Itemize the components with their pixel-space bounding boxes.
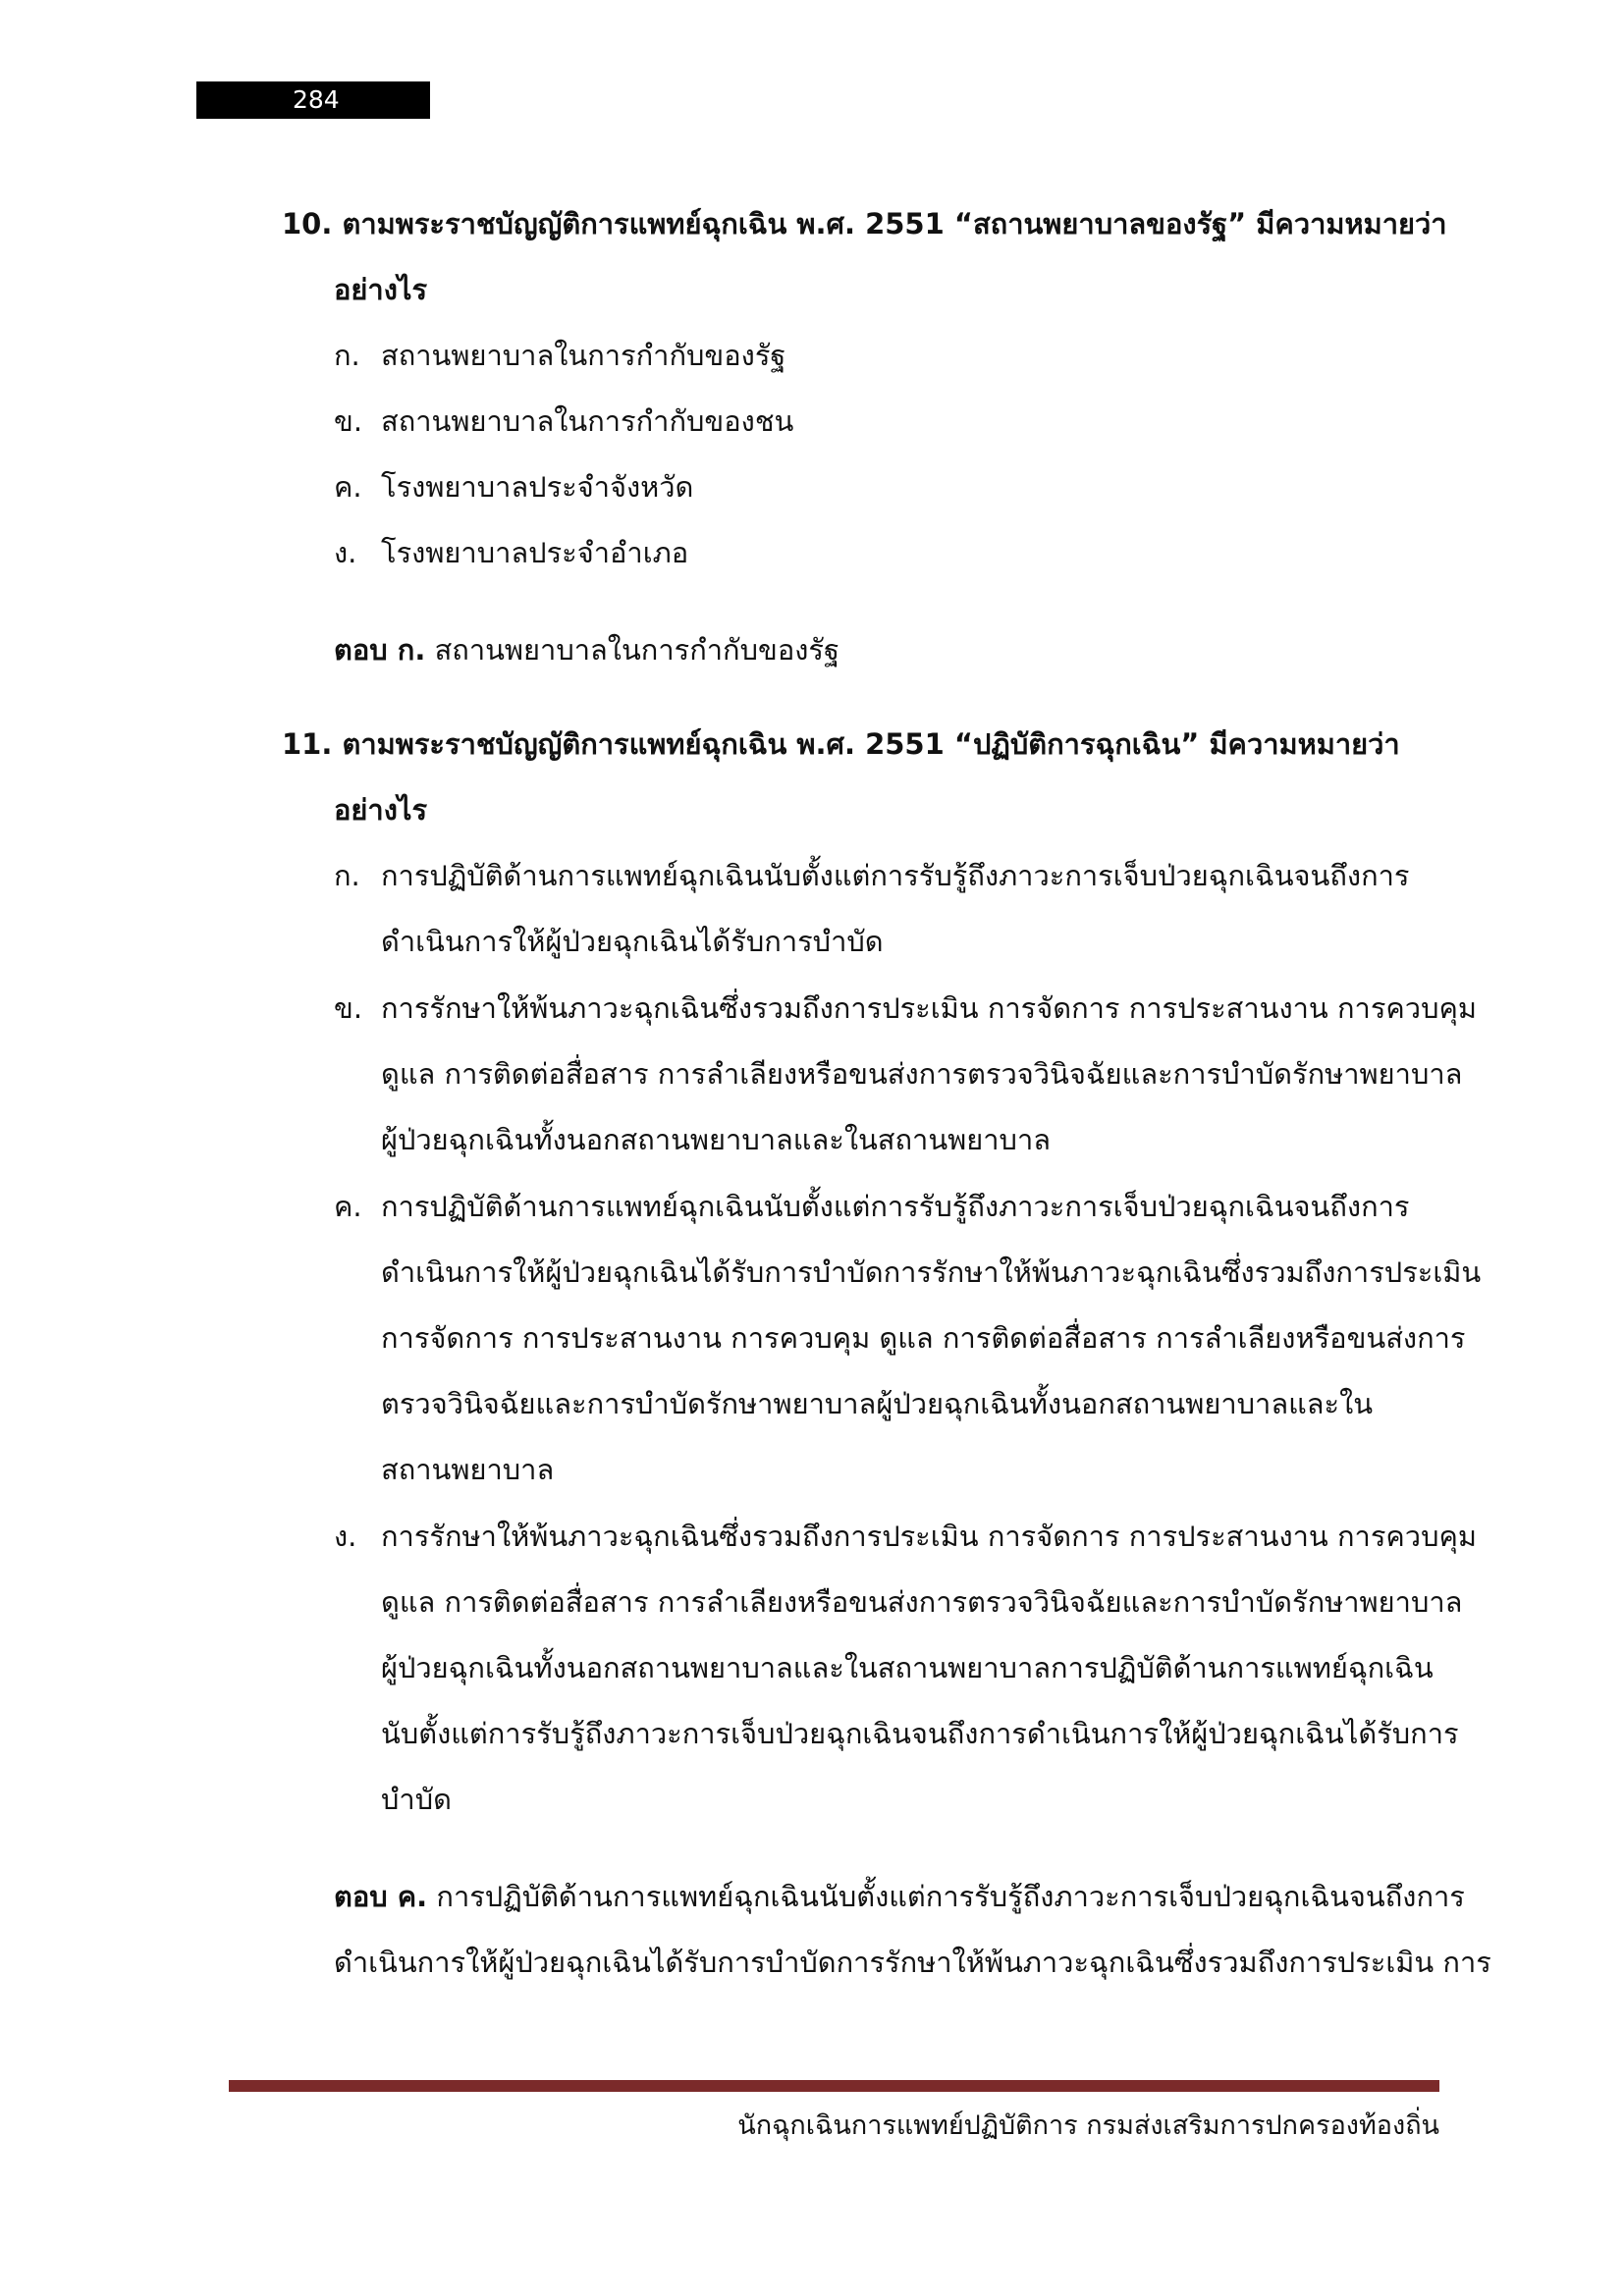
q10-option-d-letter: ง. xyxy=(334,536,357,569)
footer-rule xyxy=(229,2080,1439,2092)
question-11-number: 11. xyxy=(282,727,333,761)
q10-option-a-text: สถานพยาบาลในการกำกับของรัฐ xyxy=(381,339,786,372)
q11-answer-text-1: การปฏิบัติด้านการแพทย์ฉุกเฉินนับตั้งแต่การรับรู้ถึงภาวะการเจ็บป่วยฉุกเฉินจนถึงการ xyxy=(436,1880,1465,1913)
q10-option-d-text: โรงพยาบาลประจำอำเภอ xyxy=(381,536,689,569)
q11-option-d-letter: ง. xyxy=(334,1520,357,1553)
q11-option-a-letter: ก. xyxy=(334,859,360,892)
q11-option-a-line-2: ดำเนินการให้ผู้ป่วยฉุกเฉินได้รับการบำบัด xyxy=(381,925,884,958)
footer-text: นักฉุกเฉินการแพทย์ปฏิบัติการ กรมส่งเสริมการปกครองท้องถิ่น xyxy=(737,2110,1439,2141)
q11-option-c-line-4: ตรวจวินิจฉัยและการบำบัดรักษาพยาบาลผู้ป่วยฉุกเฉินทั้งนอกสถานพยาบาลและใน xyxy=(381,1387,1374,1420)
q11-option-b-line-1: การรักษาให้พ้นภาวะฉุกเฉินซึ่งรวมถึงการประเมิน การจัดการ การประสานงาน การควบคุม xyxy=(381,991,1478,1025)
q10-answer xyxy=(334,630,839,669)
q11-option-d-line-5: บำบัด xyxy=(381,1783,452,1816)
question-11-line-1 xyxy=(282,724,1400,764)
q11-option-c-line-2: ดำเนินการให้ผู้ป่วยฉุกเฉินได้รับการบำบัดการรักษาให้พ้นภาวะฉุกเฉินซึ่งรวมถึงการประเมิน xyxy=(381,1255,1482,1289)
q10-option-c-text: โรงพยาบาลประจำจังหวัด xyxy=(381,470,694,504)
q10-answer-text: สถานพยาบาลในการกำกับของรัฐ xyxy=(434,633,839,667)
q11-option-c-letter: ค. xyxy=(334,1190,362,1223)
question-10-text-1: ตามพระราชบัญญัติการแพทย์ฉุกเฉิน พ.ศ. 2551 “สถานพยาบาลของรัฐ” มีความหมายว่า xyxy=(342,207,1447,240)
q11-option-c-line-1: การปฏิบัติด้านการแพทย์ฉุกเฉินนับตั้งแต่การรับรู้ถึงภาวะการเจ็บป่วยฉุกเฉินจนถึงการ xyxy=(381,1190,1410,1223)
q10-option-b-text: สถานพยาบาลในการกำกับของชน xyxy=(381,404,794,438)
q11-answer-line-1 xyxy=(334,1877,1465,1916)
q10-option-b-letter: ข. xyxy=(334,404,363,438)
q11-option-a-line-1: การปฏิบัติด้านการแพทย์ฉุกเฉินนับตั้งแต่การรับรู้ถึงภาวะการเจ็บป่วยฉุกเฉินจนถึงการ xyxy=(381,859,1410,892)
page-number: 284 xyxy=(293,85,340,114)
q11-option-d-line-2: ดูแล การติดต่อสื่อสาร การลำเลียงหรือขนส่งการตรวจวินิจฉัยและการบำบัดรักษาพยาบาล xyxy=(381,1585,1463,1619)
page-number-bar xyxy=(196,81,430,119)
q11-answer-line-2: ดำเนินการให้ผู้ป่วยฉุกเฉินได้รับการบำบัดการรักษาให้พ้นภาวะฉุกเฉินซึ่งรวมถึงการประเมิน การ xyxy=(334,1946,1491,1979)
q11-option-b-letter: ข. xyxy=(334,991,363,1025)
q11-answer-label: ตอบ ค. xyxy=(334,1880,428,1913)
q10-option-a-letter: ก. xyxy=(334,339,360,372)
q10-option-c-letter: ค. xyxy=(334,470,362,504)
question-10-line-1 xyxy=(282,204,1447,243)
q11-option-d-line-4: นับตั้งแต่การรับรู้ถึงภาวะการเจ็บป่วยฉุกเฉินจนถึงการดำเนินการให้ผู้ป่วยฉุกเฉินได้รับการ xyxy=(381,1717,1459,1750)
q11-option-c-line-5: สถานพยาบาล xyxy=(381,1453,555,1486)
question-11-text-1: ตามพระราชบัญญัติการแพทย์ฉุกเฉิน พ.ศ. 2551 “ปฏิบัติการฉุกเฉิน” มีความหมายว่า xyxy=(342,727,1400,761)
q11-option-b-line-3: ผู้ป่วยฉุกเฉินทั้งนอกสถานพยาบาลและในสถานพยาบาล xyxy=(381,1123,1052,1156)
question-10-number: 10. xyxy=(282,207,333,240)
question-10-line-2: อย่างไร xyxy=(334,273,428,306)
q11-option-c-line-3: การจัดการ การประสานงาน การควบคุม ดูแล การติดต่อสื่อสาร การลำเลียงหรือขนส่งการ xyxy=(381,1321,1466,1355)
q11-option-d-line-3: ผู้ป่วยฉุกเฉินทั้งนอกสถานพยาบาลและในสถานพยาบาลการปฏิบัติด้านการแพทย์ฉุกเฉิน xyxy=(381,1651,1434,1684)
q10-answer-label: ตอบ ก. xyxy=(334,633,426,667)
q11-option-d-line-1: การรักษาให้พ้นภาวะฉุกเฉินซึ่งรวมถึงการประเมิน การจัดการ การประสานงาน การควบคุม xyxy=(381,1520,1478,1553)
q11-option-b-line-2: ดูแล การติดต่อสื่อสาร การลำเลียงหรือขนส่งการตรวจวินิจฉัยและการบำบัดรักษาพยาบาล xyxy=(381,1057,1463,1091)
question-11-line-2: อย่างไร xyxy=(334,793,428,827)
